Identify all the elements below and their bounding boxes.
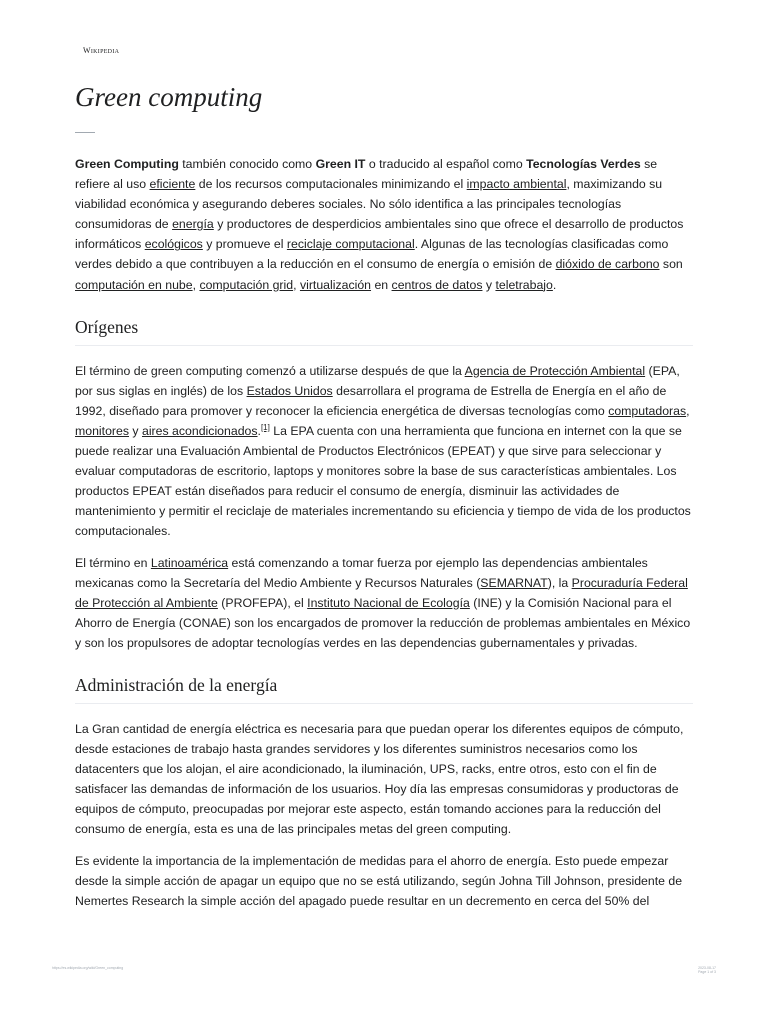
wikipedia-logo[interactable]: Wikipedia bbox=[83, 46, 120, 55]
link-reciclaje-computacional[interactable]: reciclaje computacional bbox=[286, 237, 415, 252]
link-monitores[interactable]: monitores bbox=[75, 423, 129, 438]
link-virtualizacion[interactable]: virtualización bbox=[299, 277, 372, 292]
text: está comenzando a tomar fuerza por ejemplo las dependencias ambientales mexicanas como la Secretaría del Medio Ambiente y Recursos Naturales ( bbox=[75, 555, 648, 590]
article-body bbox=[75, 154, 693, 922]
link-latinoamerica[interactable]: Latinoamérica bbox=[150, 555, 229, 570]
energia-paragraph-1: La Gran cantidad de energía eléctrica es necesaria para que puedan operar los diferentes equipos de cómputo, desde estaciones de trabajo hasta grandes servidores y los diferentes suministros necesarios como los datacenters que los alojan, el aire acondicionado, la iluminación, UPS, racks, entre otros, esto con el fin de satisfacer las demandas de información de los usuarios. Hoy día las empresas consumidoras y productoras de equipos de cómputo, preocupadas por mejorar este aspecto, están tomando acciones para la reducción del consumo de energía, esta es una de las principales metas del green computing. bbox=[75, 721, 684, 837]
text: , bbox=[192, 277, 200, 292]
text: (INE) y la Comisión Nacional para el Ahorro de Energía (CONAE) son los encargados de promover la reducción de problemas ambientales en México y son los propulsores de adoptar tecnologías verdes en las dependencias gubernamentales y privadas. bbox=[75, 595, 691, 650]
section-heading-administracion-energia: Administración de la energía bbox=[75, 673, 693, 704]
text: (EPA, por sus siglas en inglés) de los bbox=[75, 363, 680, 398]
link-dioxido-de-carbono[interactable]: dióxido de carbono bbox=[555, 257, 660, 272]
link-ecologicos[interactable]: ecológicos bbox=[144, 237, 203, 252]
text: son bbox=[659, 257, 683, 272]
footer-url: https://es.wikipedia.org/wiki/Green_computing bbox=[52, 966, 124, 970]
intro-paragraph bbox=[75, 154, 693, 295]
text: (PROFEPA), el bbox=[217, 595, 308, 610]
text: y bbox=[482, 277, 496, 292]
link-energia[interactable]: energía bbox=[172, 217, 214, 232]
link-instituto-nacional-ecologia[interactable]: Instituto Nacional de Ecología bbox=[307, 595, 470, 610]
link-computacion-grid[interactable]: computación grid bbox=[199, 277, 294, 292]
origenes-paragraph-2 bbox=[75, 553, 693, 653]
text: y bbox=[129, 423, 142, 438]
energia-paragraph-2: Es evidente la importancia de la implementación de medidas para el ahorro de energía. Esto puede empezar desde la simple acción de apagar un equipo que no se está utilizando, según Johna Till Johnson, presidente de Nemertes Research la simple acción del apagado puede resultar en un decremento en cerca del 50% del bbox=[75, 853, 683, 908]
link-semarnat[interactable]: SEMARNAT bbox=[480, 575, 548, 590]
footer-meta bbox=[694, 966, 716, 974]
title-divider bbox=[75, 132, 95, 133]
link-estados-unidos[interactable]: Estados Unidos bbox=[246, 383, 333, 398]
text: , bbox=[293, 277, 300, 292]
text: o traducido al español como bbox=[365, 157, 527, 171]
section-heading-origenes: Orígenes bbox=[75, 315, 693, 346]
footer-date: 2023-08-17 bbox=[698, 966, 716, 970]
text: , bbox=[686, 403, 690, 418]
link-computacion-en-nube[interactable]: computación en nube bbox=[75, 277, 193, 292]
link-aires-acondicionados[interactable]: aires acondicionados bbox=[141, 423, 258, 438]
bold-term: Green Computing bbox=[75, 157, 179, 171]
text: . bbox=[552, 277, 557, 292]
text: ), la bbox=[547, 575, 572, 590]
link-centros-de-datos[interactable]: centros de datos bbox=[391, 277, 483, 292]
bold-term: Tecnologías Verdes bbox=[526, 157, 641, 171]
link-eficiente[interactable]: eficiente bbox=[149, 177, 196, 192]
page-title: Green computing bbox=[75, 82, 263, 112]
text: . bbox=[257, 423, 261, 438]
link-teletrabajo[interactable]: teletrabajo bbox=[495, 277, 553, 292]
text: . Algunas de las tecnologías clasificadas como verdes debido a que contribuyen a la reducción en el consumo de energía o emisión de bbox=[75, 237, 669, 272]
link-profepa[interactable]: Procuraduría Federal de Protección al Ambiente bbox=[75, 575, 688, 610]
text: de los recursos computacionales minimizando el bbox=[195, 177, 467, 192]
text: también conocido como bbox=[178, 157, 316, 171]
text: El término en bbox=[75, 555, 151, 570]
link-agencia-proteccion-ambiental[interactable]: Agencia de Protección Ambiental bbox=[464, 363, 646, 378]
footer-page: Page 1 of 3 bbox=[698, 970, 716, 974]
reference-link-1[interactable]: [1] bbox=[260, 422, 270, 432]
text: , maximizando su viabilidad económica y asegurando deberes sociales. No sólo identifica a las principales tecnologías consumidoras de bbox=[75, 177, 663, 232]
text: y promueve el bbox=[202, 237, 287, 252]
bold-term: Green IT bbox=[315, 157, 366, 171]
text: en bbox=[371, 277, 392, 292]
origenes-paragraph-1 bbox=[75, 361, 693, 542]
text: La EPA cuenta con una herramienta que funciona en internet con la que se puede realizar una Evaluación Ambiental de Productos Electrónicos (EPEAT) y que sirve para seleccionar y evaluar computadoras de escritorio, laptops y monitores sobre la base de sus características ambientales. Los productos EPEAT están diseñados para reducir el consumo de energía, disminuir las actividades de mantenimiento y permitir el reciclaje de materiales incrementando su eficiencia y tiempo de vida de los productos computacionales. bbox=[75, 423, 691, 539]
text: y productores de desperdicios ambientales sino que ofrece el desarrollo de productos informáticos bbox=[75, 217, 684, 252]
link-computadoras[interactable]: computadoras bbox=[608, 403, 687, 418]
text: desarrollara el programa de Estrella de Energía en el año de 1992, diseñado para promover y reconocer la eficiencia energética de diversas tecnologías como bbox=[75, 383, 667, 418]
text: El término de green computing comenzó a utilizarse después de que la bbox=[75, 363, 465, 378]
link-impacto-ambiental[interactable]: impacto ambiental bbox=[466, 177, 567, 192]
text: se refiere al uso bbox=[75, 157, 658, 192]
